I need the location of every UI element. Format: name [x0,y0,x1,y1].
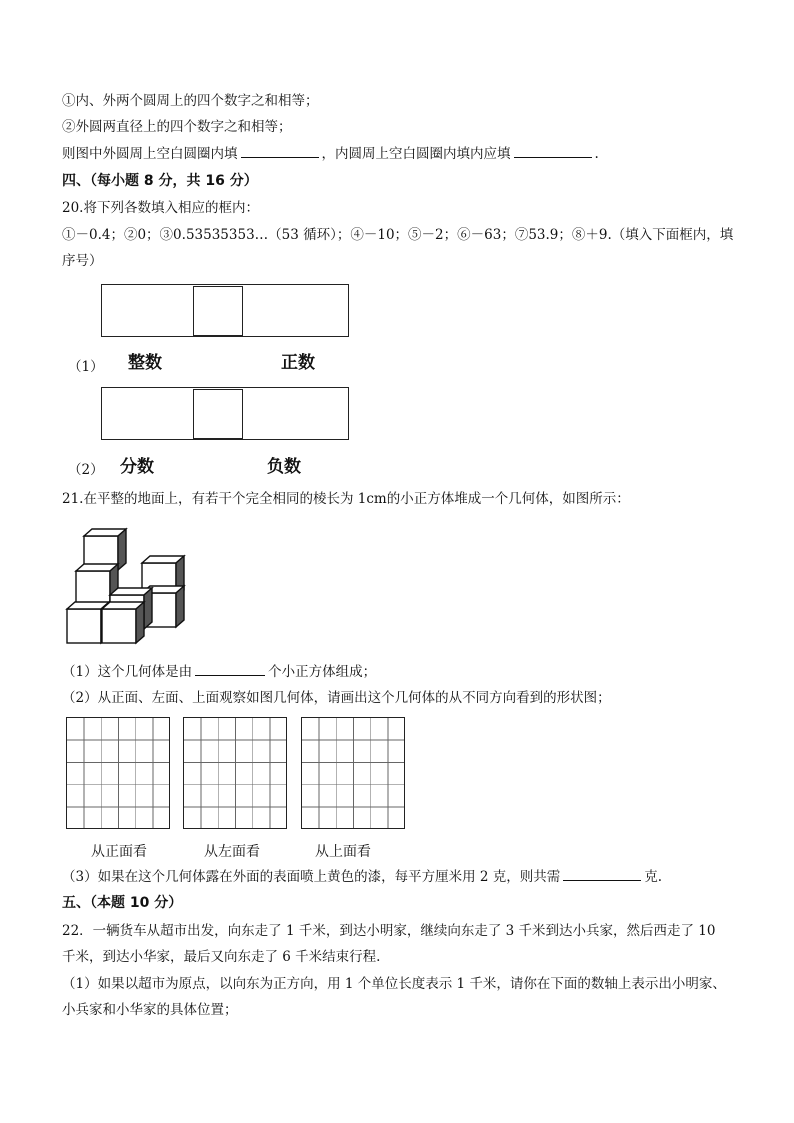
front-view-label: 从正面看 [91,844,147,860]
q22-stem-2: 千米，到达小华家，最后又向东走了 6 千米结束行程. [62,949,381,965]
venn-2-label: （2） [68,462,104,478]
venn-box-1-overlap[interactable] [193,286,243,336]
left-view-label: 从左面看 [204,844,260,860]
venn-1-label: （1） [68,359,104,375]
answer-blank-paint[interactable] [563,868,641,881]
q21-part2: （2）从正面、左面、上面观察如图几何体，请画出这个几何体的从不同方向看到的形状图； [62,690,611,706]
answer-blank-inner[interactable] [514,145,592,158]
fill-text-a: 则图中外圆周上空白圆圈内填 [62,146,238,162]
q21-part1-b: 个小正方体组成； [268,664,377,680]
q21-part1 [62,663,376,681]
top-view-grid[interactable] [301,717,405,829]
venn-box-2-overlap[interactable] [193,389,243,439]
cube [102,602,144,643]
condition-2: ②外圆两直径上的四个数字之和相等； [62,119,292,135]
answer-blank-outer[interactable] [241,145,319,158]
q20-list: ①－0.4；②0；③0.53535353…（53 循环）；④－10；⑤－2；⑥－63；⑦53.9；⑧＋9.（填入下面框内，填 [62,227,734,243]
venn-1-left-label: 整数 [128,353,162,373]
cube-stack-figure [62,520,188,652]
q22-part1-a: （1）如果以超市为原点，以向东为正方向，用 1 个单位长度表示 1 千米，请你在下面的数轴上表示出小明家、 [62,976,726,992]
q21-stem: 21.在平整的地面上，有若干个完全相同的棱长为 1cm的小正方体堆成一个几何体，如图所示： [62,491,630,507]
left-view-grid[interactable] [183,717,287,829]
q21-part3 [62,868,662,886]
q21-part1-a: （1）这个几何体是由 [62,664,193,680]
top-view-label: 从上面看 [315,844,371,860]
q20-stem: 20.将下列各数填入相应的框内： [62,200,259,216]
fill-text-c: . [594,146,599,162]
venn-1-right-label: 正数 [281,353,315,373]
q20-list-cont: 序号） [62,253,103,269]
fill-line [62,145,599,163]
condition-1: ①内、外两个圆周上的四个数字之和相等； [62,93,319,109]
section-5-heading: 五、（本题 10 分） [62,895,183,911]
fill-text-b: ，内圆周上空白圆圈内填内应填 [321,146,511,162]
venn-2-left-label: 分数 [120,457,154,477]
venn-2-right-label: 负数 [267,457,301,477]
q22-part1-b: 小兵家和小华家的具体位置； [62,1002,238,1018]
q21-part3-a: （3）如果在这个几何体露在外面的表面喷上黄色的漆，每平方厘米用 2 克，则共需 [62,869,561,885]
front-view-grid[interactable] [66,717,170,829]
q21-part3-b: 克. [644,869,663,885]
section-4-heading: 四、（每小题 8 分，共 16 分） [62,173,258,189]
q22-stem-1: 22．一辆货车从超市出发，向东走了 1 千米，到达小明家，继续向东走了 3 千米到达小兵家，然后西走了 10 [62,923,716,939]
answer-blank-count[interactable] [195,663,265,676]
